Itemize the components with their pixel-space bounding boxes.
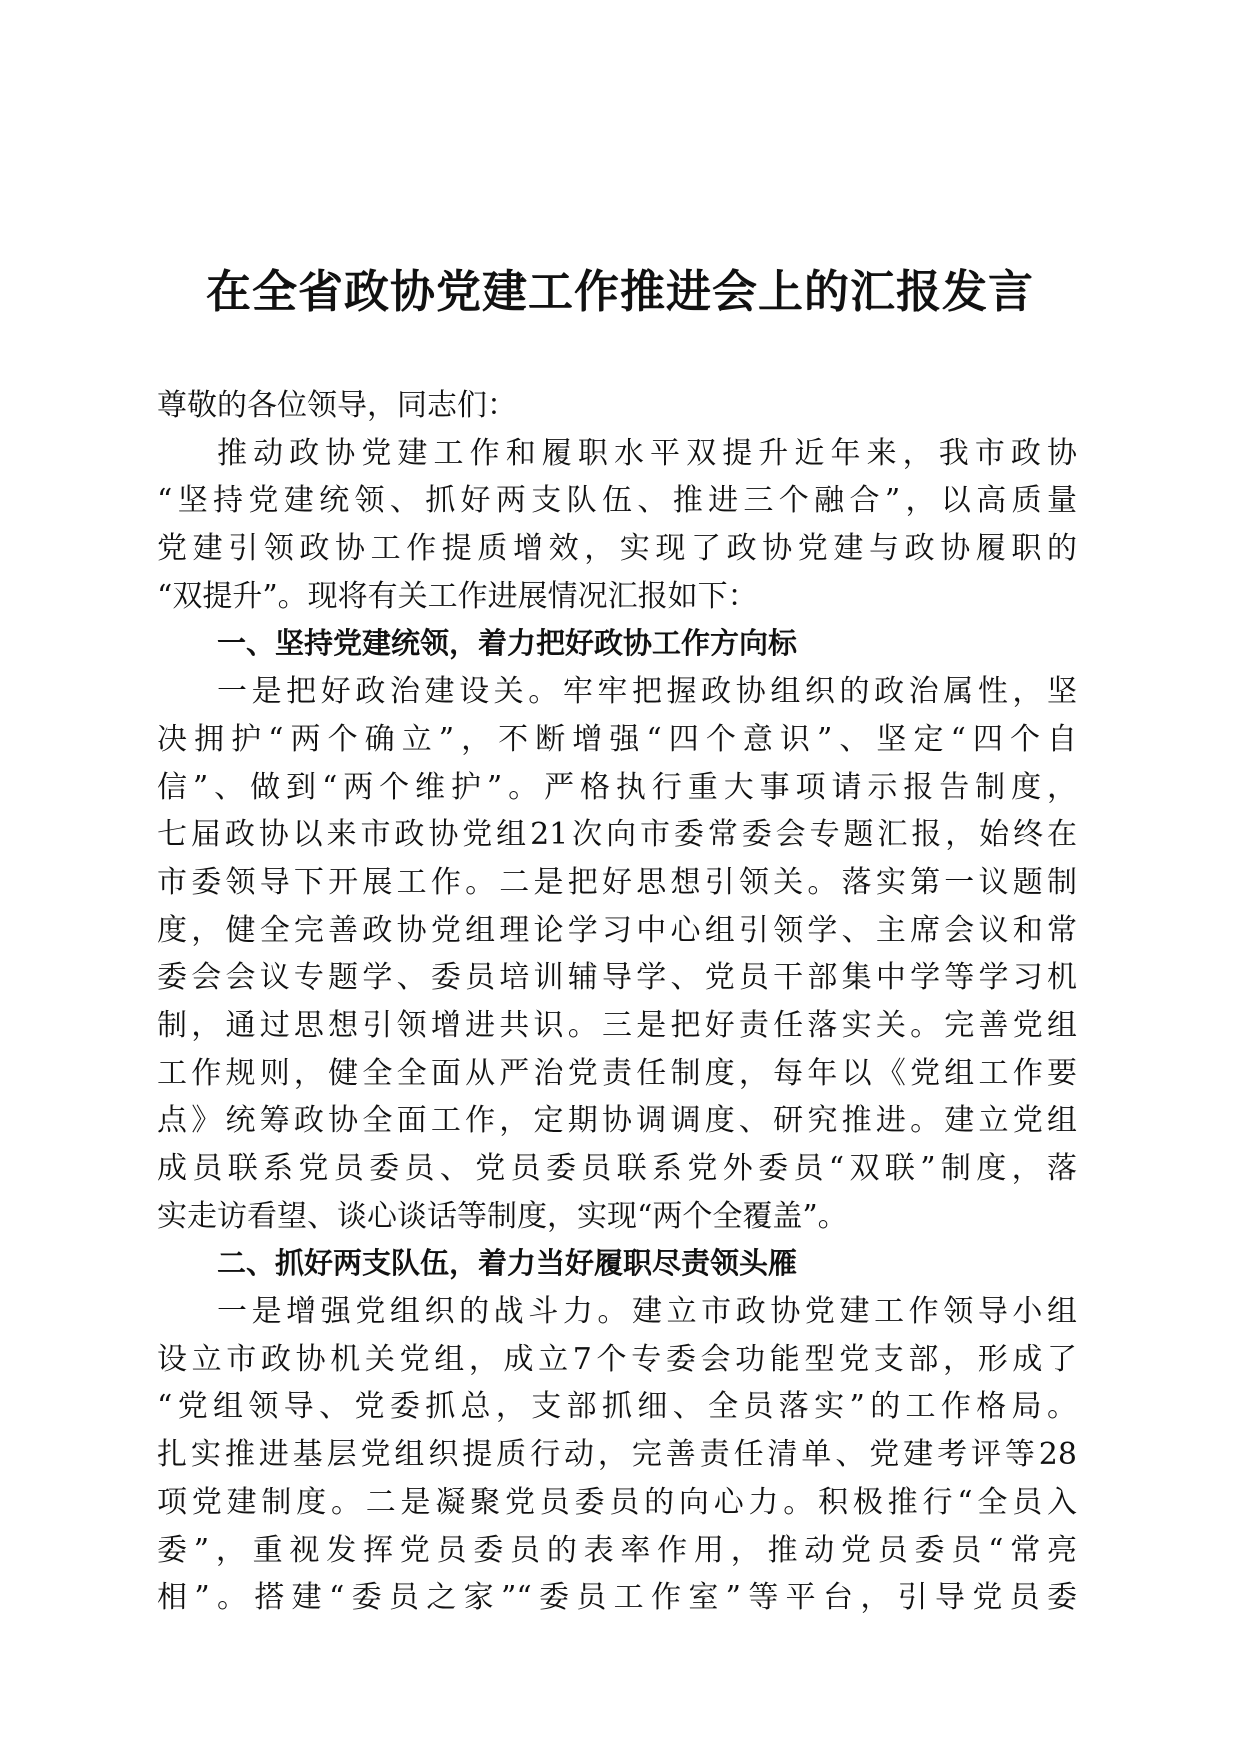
section-heading-1: 一、坚持党建统领，着力把好政协工作方向标 <box>217 626 798 661</box>
document-title: 在全省政协党建工作推进会上的汇报发言 <box>205 265 1034 318</box>
paragraph-line: 项党建制度。二是凝聚党员委员的向心力。积极推行“全员入 <box>157 1484 1077 1520</box>
document-body <box>157 382 1077 1622</box>
section-heading-2: 二、抓好两支队伍，着力当好履职尽责领头雁 <box>217 1246 798 1281</box>
paragraph-line: 委会会议专题学、委员培训辅导学、党员干部集中学等学习机 <box>157 960 1077 996</box>
paragraph-line: “双提升”。现将有关工作进展情况汇报如下： <box>157 578 758 614</box>
paragraph-line: 制，通过思想引领增进共识。三是把好责任落实关。完善党组 <box>157 1007 1077 1043</box>
paragraph-line: 市委领导下开展工作。二是把好思想引领关。落实第一议题制 <box>157 864 1077 900</box>
paragraph-line: 委”，重视发挥党员委员的表率作用，推动党员委员“常亮 <box>157 1532 1077 1568</box>
paragraph-line: 推动政协党建工作和履职水平双提升近年来，我市政协 <box>217 435 1077 471</box>
paragraph-line: 信”、做到“两个维护”。严格执行重大事项请示报告制度， <box>157 769 1077 805</box>
paragraph-line: 七届政协以来市政协党组21次向市委常委会专题汇报，始终在 <box>157 817 1077 853</box>
paragraph-line: 度，健全完善政协党组理论学习中心组引领学、主席会议和常 <box>157 912 1077 948</box>
paragraph-line: 设立市政协机关党组，成立7个专委会功能型党支部，形成了 <box>157 1341 1077 1377</box>
paragraph-line: 决拥护“两个确立”，不断增强“四个意识”、坚定“四个自 <box>157 721 1077 757</box>
paragraph-line: 点》统筹政协全面工作，定期协调调度、研究推进。建立党组 <box>157 1103 1077 1139</box>
paragraph-line: 一是把好政治建设关。牢牢把握政协组织的政治属性，坚 <box>217 674 1077 710</box>
salutation-line: 尊敬的各位领导，同志们： <box>157 388 517 423</box>
paragraph-line: 实走访看望、谈心谈话等制度，实现“两个全覆盖”。 <box>157 1198 848 1234</box>
paragraph-line: “坚持党建统领、抓好两支队伍、推进三个融合”，以高质量 <box>157 483 1077 519</box>
paragraph-line: 成员联系党员委员、党员委员联系党外委员“双联”制度，落 <box>157 1151 1077 1186</box>
paragraph-line: 党建引领政协工作提质增效，实现了政协党建与政协履职的 <box>157 531 1077 567</box>
paragraph-line: 一是增强党组织的战斗力。建立市政协党建工作领导小组 <box>217 1294 1077 1330</box>
paragraph-line: “党组领导、党委抓总，支部抓细、全员落实”的工作格局。 <box>157 1389 1077 1425</box>
paragraph-line: 扎实推进基层党组织提质行动，完善责任清单、党建考评等28 <box>157 1437 1077 1473</box>
paragraph-line: 工作规则，健全全面从严治党责任制度，每年以《党组工作要 <box>157 1055 1077 1091</box>
paragraph-line: 相”。搭建“委员之家”“委员工作室”等平台，引导党员委 <box>157 1580 1077 1616</box>
